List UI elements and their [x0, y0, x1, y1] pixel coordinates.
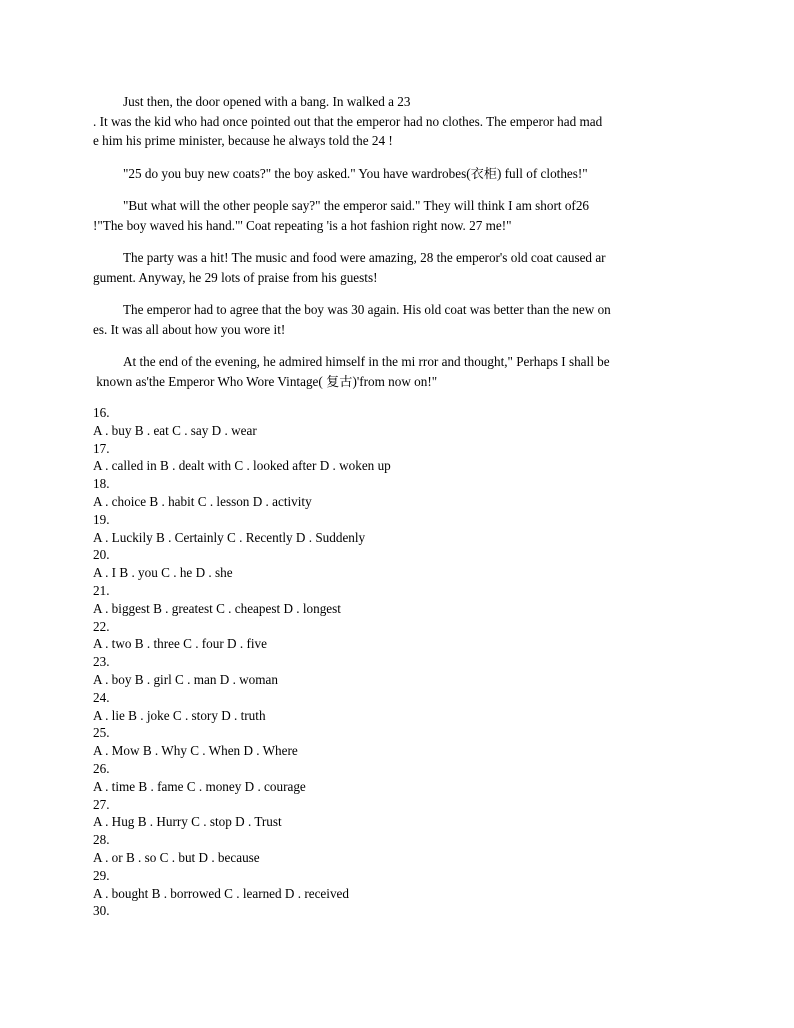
- question-options: A . Mow B . Why C . When D . Where: [93, 743, 298, 759]
- question-number: 20.: [93, 547, 110, 563]
- question-23: [93, 653, 699, 689]
- question-16: [93, 404, 699, 440]
- document-page: [93, 92, 699, 920]
- question-options: A . called in B . dealt with C . looked after D . woken up: [93, 458, 391, 474]
- question-number: 29.: [93, 867, 110, 883]
- paragraph-4: [93, 248, 699, 287]
- passage-line: "25 do you buy new coats?" the boy asked." You have wardrobes(衣柜) full of clothes!": [123, 165, 588, 181]
- question-number: 22.: [93, 618, 110, 634]
- passage-line: !"The boy waved his hand."' Coat repeating 'is a hot fashion right now. 27 me!": [93, 217, 512, 233]
- question-options: A . I B . you C . he D . she: [93, 565, 233, 581]
- question-number: 30.: [93, 903, 110, 919]
- question-options: A . or B . so C . but D . because: [93, 849, 260, 865]
- question-options: A . time B . fame C . money D . courage: [93, 778, 306, 794]
- paragraph-5: [93, 300, 699, 339]
- question-options: A . Luckily B . Certainly C . Recently D . Suddenly: [93, 529, 366, 545]
- question-number: 23.: [93, 654, 110, 670]
- question-options: A . Hug B . Hurry C . stop D . Trust: [93, 814, 282, 830]
- passage-line: es. It was all about how you wore it!: [93, 321, 286, 337]
- question-number: 25.: [93, 725, 110, 741]
- question-options: A . bought B . borrowed C . learned D . received: [93, 885, 349, 901]
- passage-line: The party was a hit! The music and food were amazing, 28 the emperor's old coat caused ar: [123, 250, 606, 265]
- question-25: [93, 724, 699, 760]
- paragraph-3: [93, 196, 699, 235]
- question-28: [93, 831, 699, 867]
- passage-line: At the end of the evening, he admired himself in the mi rror and thought," Perhaps I shall be: [123, 354, 610, 369]
- question-21: [93, 582, 699, 618]
- question-number: 28.: [93, 832, 110, 848]
- question-29: [93, 867, 699, 903]
- question-options: A . buy B . eat C . say D . wear: [93, 422, 257, 438]
- passage-line: e him his prime minister, because he always told the 24 !: [93, 133, 393, 148]
- paragraph-2: [93, 164, 699, 184]
- question-24: [93, 689, 699, 725]
- passage-line: The emperor had to agree that the boy was 30 again. His old coat was better than the new on: [123, 302, 611, 317]
- question-22: [93, 618, 699, 654]
- question-30: [93, 902, 699, 920]
- question-number: 21.: [93, 582, 110, 598]
- passage-line: Just then, the door opened with a bang. In walked a 23: [123, 94, 411, 109]
- question-number: 19.: [93, 511, 110, 527]
- question-options: A . boy B . girl C . man D . woman: [93, 671, 278, 687]
- question-options: A . biggest B . greatest C . cheapest D . longest: [93, 600, 341, 616]
- question-number: 26.: [93, 760, 110, 776]
- question-19: [93, 511, 699, 547]
- question-number: 17.: [93, 440, 110, 456]
- question-20: [93, 546, 699, 582]
- passage-line: gument. Anyway, he 29 lots of praise from his guests!: [93, 269, 378, 285]
- question-list: [93, 404, 699, 920]
- question-26: [93, 760, 699, 796]
- passage-line: . It was the kid who had once pointed out that the emperor had no clothes. The emperor had mad: [93, 113, 603, 129]
- question-options: A . choice B . habit C . lesson D . activity: [93, 493, 312, 509]
- passage: [93, 92, 699, 391]
- question-number: 24.: [93, 689, 110, 705]
- question-17: [93, 440, 699, 476]
- question-number: 27.: [93, 796, 110, 812]
- paragraph-1: [93, 92, 699, 151]
- paragraph-6: [93, 352, 699, 391]
- question-options: A . two B . three C . four D . five: [93, 636, 267, 652]
- question-number: 16.: [93, 405, 110, 420]
- question-27: [93, 796, 699, 832]
- question-number: 18.: [93, 476, 110, 492]
- passage-line: known as'the Emperor Who Wore Vintage( 复古)'from now on!": [93, 373, 438, 389]
- passage-line: "But what will the other people say?" the emperor said." They will think I am short of26: [123, 198, 590, 213]
- question-options: A . lie B . joke C . story D . truth: [93, 707, 266, 723]
- question-18: [93, 475, 699, 511]
